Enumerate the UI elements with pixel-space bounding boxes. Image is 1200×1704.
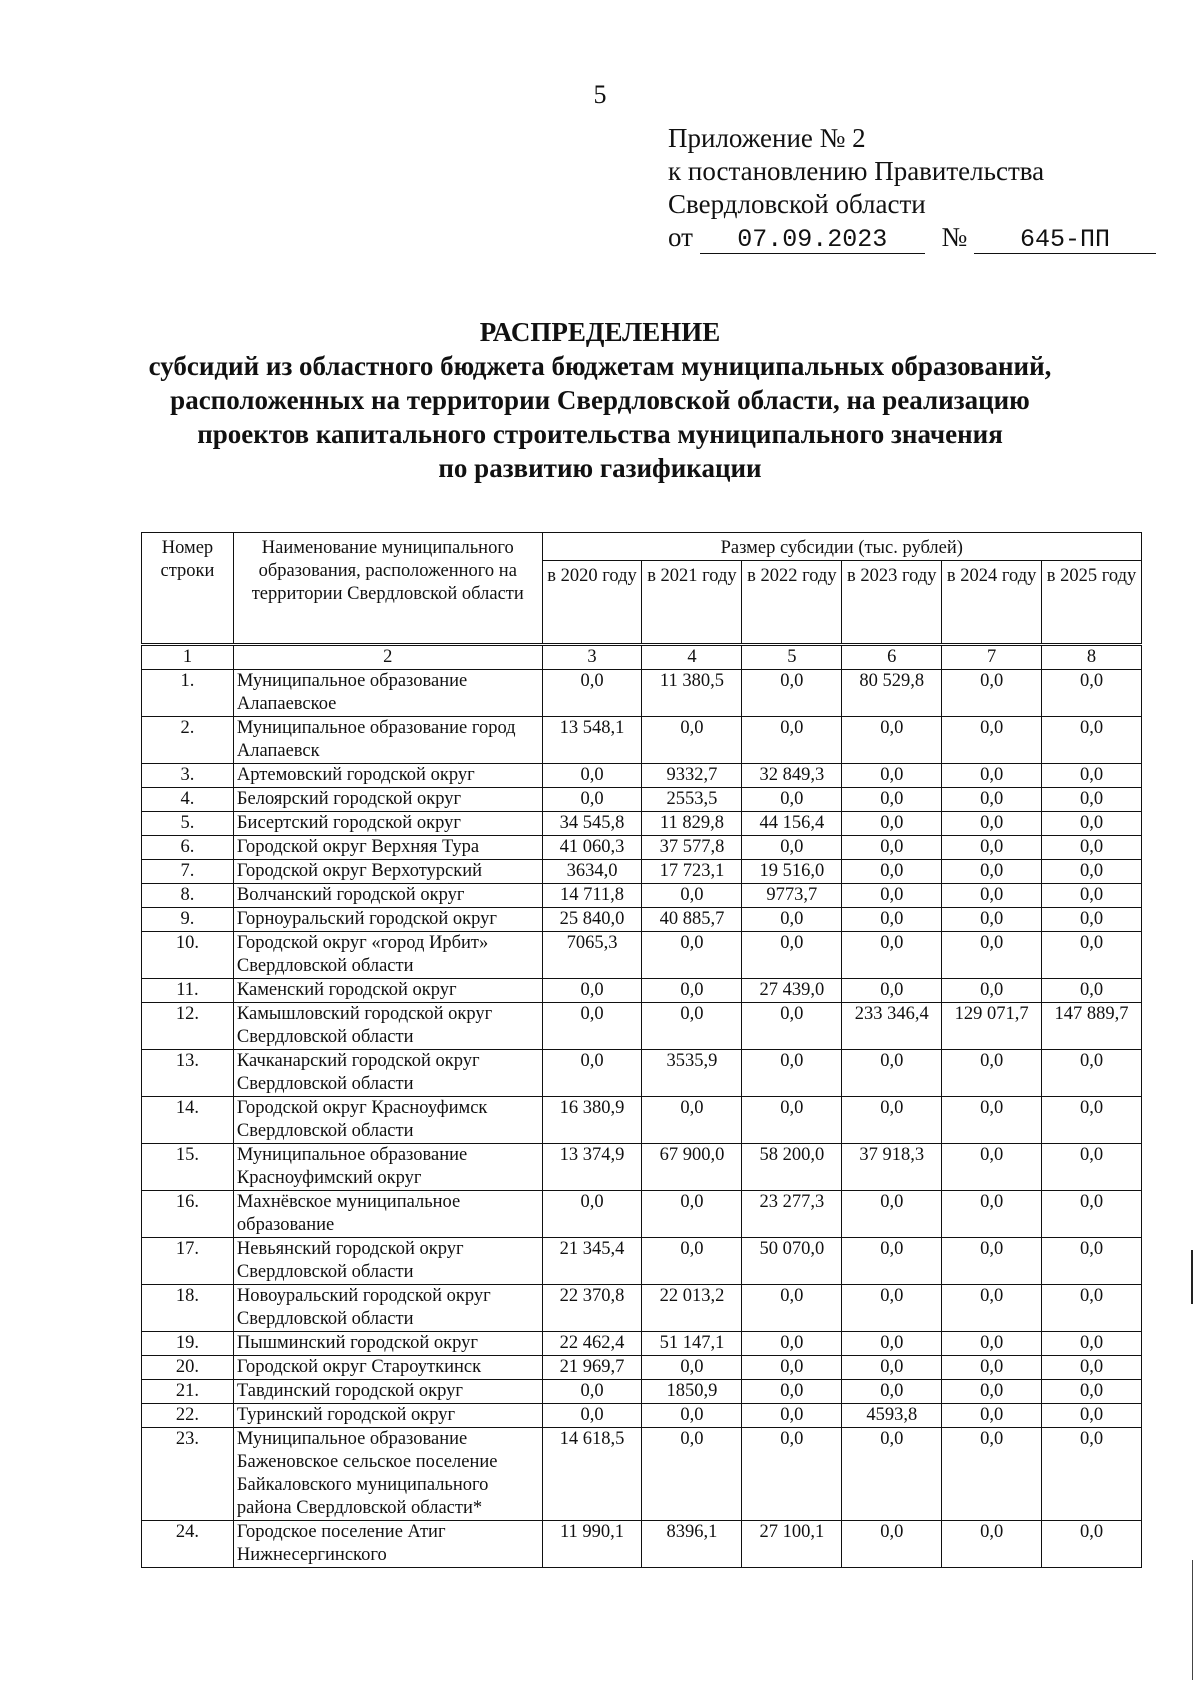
subsidy-value: 0,0 xyxy=(1042,860,1142,884)
subsidy-value: 0,0 xyxy=(942,1050,1042,1097)
subsidy-value: 0,0 xyxy=(842,1097,942,1144)
subsidy-value: 0,0 xyxy=(642,1097,742,1144)
subsidy-value: 44 156,4 xyxy=(742,812,842,836)
subsidy-value: 0,0 xyxy=(1042,764,1142,788)
subsidy-value: 67 900,0 xyxy=(642,1144,742,1191)
row-number: 22. xyxy=(142,1404,234,1428)
subsidy-value: 0,0 xyxy=(1042,717,1142,764)
column-number: 5 xyxy=(742,645,842,670)
scan-edge-mark xyxy=(1192,1560,1194,1680)
subsidy-value: 0,0 xyxy=(942,884,1042,908)
subsidy-value: 0,0 xyxy=(842,1380,942,1404)
subsidy-value: 0,0 xyxy=(842,884,942,908)
table-row xyxy=(142,788,1142,812)
subsidy-value: 0,0 xyxy=(842,979,942,1003)
subsidy-value: 0,0 xyxy=(842,764,942,788)
subsidy-value: 0,0 xyxy=(1042,979,1142,1003)
subsidy-value: 21 345,4 xyxy=(542,1238,642,1285)
subsidy-value: 0,0 xyxy=(742,908,842,932)
header-year-2021: в 2021 году xyxy=(642,561,742,645)
subsidy-value: 0,0 xyxy=(942,1521,1042,1568)
municipality-name: Пышминский городской округ xyxy=(233,1332,542,1356)
municipality-name: Артемовский городской округ xyxy=(233,764,542,788)
subsidy-value: 8396,1 xyxy=(642,1521,742,1568)
title-line-1: субсидий из областного бюджета бюджетам муниципальных образований, xyxy=(148,351,1052,381)
subsidy-value: 0,0 xyxy=(1042,932,1142,979)
row-number: 23. xyxy=(142,1428,234,1521)
subsidy-value: 0,0 xyxy=(1042,1144,1142,1191)
subsidy-value: 0,0 xyxy=(842,1521,942,1568)
row-number: 14. xyxy=(142,1097,234,1144)
subsidy-value: 0,0 xyxy=(542,979,642,1003)
subsidy-value: 0,0 xyxy=(542,670,642,717)
subsidy-value: 0,0 xyxy=(742,788,842,812)
subsidy-value: 11 380,5 xyxy=(642,670,742,717)
municipality-name: Городской округ Староуткинск xyxy=(233,1356,542,1380)
row-number: 24. xyxy=(142,1521,234,1568)
table-row xyxy=(142,1285,1142,1332)
column-number: 8 xyxy=(1042,645,1142,670)
row-number: 5. xyxy=(142,812,234,836)
table-row xyxy=(142,1144,1142,1191)
subsidy-value: 0,0 xyxy=(942,979,1042,1003)
page-number: 5 xyxy=(593,80,607,109)
subsidy-value: 233 346,4 xyxy=(842,1003,942,1050)
subsidy-value: 80 529,8 xyxy=(842,670,942,717)
subsidy-value: 0,0 xyxy=(942,1144,1042,1191)
municipality-name: Каменский городской округ xyxy=(233,979,542,1003)
table-row xyxy=(142,908,1142,932)
column-number-row xyxy=(142,645,1142,670)
subsidy-value: 0,0 xyxy=(1042,1285,1142,1332)
subsidy-value: 11 990,1 xyxy=(542,1521,642,1568)
subsidy-value: 0,0 xyxy=(1042,1097,1142,1144)
municipality-name: Качканарский городской округ Свердловской области xyxy=(233,1050,542,1097)
subsidy-value: 0,0 xyxy=(1042,1332,1142,1356)
subsidy-value: 0,0 xyxy=(942,836,1042,860)
subsidy-value: 0,0 xyxy=(842,908,942,932)
subsidy-value: 0,0 xyxy=(1042,1380,1142,1404)
municipality-name: Новоуральский городской округ Свердловской области xyxy=(233,1285,542,1332)
subsidy-value: 21 969,7 xyxy=(542,1356,642,1380)
document-title xyxy=(60,315,1140,485)
subsidy-value: 0,0 xyxy=(742,717,842,764)
table-row xyxy=(142,1050,1142,1097)
header-municipality-name: Наименование муниципального образования, расположенного на территории Свердловской области xyxy=(233,533,542,645)
row-number: 10. xyxy=(142,932,234,979)
municipality-name: Городское поселение Атиг Нижнесергинского xyxy=(233,1521,542,1568)
subsidy-value: 0,0 xyxy=(942,717,1042,764)
title-line-4: по развитию газификации xyxy=(438,453,762,483)
subsidy-value: 0,0 xyxy=(542,1380,642,1404)
subsidy-value: 40 885,7 xyxy=(642,908,742,932)
table-row xyxy=(142,1332,1142,1356)
subsidy-table xyxy=(141,532,1142,1568)
subsidy-value: 27 100,1 xyxy=(742,1521,842,1568)
appendix-resolution: к постановлению Правительства xyxy=(668,156,1045,186)
table-row xyxy=(142,1191,1142,1238)
subsidy-value: 0,0 xyxy=(842,1050,942,1097)
municipality-name: Волчанский городской округ xyxy=(233,884,542,908)
subsidy-value: 0,0 xyxy=(1042,1191,1142,1238)
subsidy-value: 3535,9 xyxy=(642,1050,742,1097)
subsidy-value: 0,0 xyxy=(942,788,1042,812)
subsidy-value: 14 618,5 xyxy=(542,1428,642,1521)
subsidy-value: 0,0 xyxy=(642,1003,742,1050)
row-number: 1. xyxy=(142,670,234,717)
subsidy-value: 0,0 xyxy=(742,836,842,860)
municipality-name: Бисертский городской округ xyxy=(233,812,542,836)
row-number: 6. xyxy=(142,836,234,860)
subsidy-value: 0,0 xyxy=(1042,1521,1142,1568)
municipality-name: Горноуральский городской округ xyxy=(233,908,542,932)
subsidy-value: 3634,0 xyxy=(542,860,642,884)
subsidy-value: 0,0 xyxy=(1042,884,1142,908)
subsidy-value: 0,0 xyxy=(942,1404,1042,1428)
subsidy-value: 0,0 xyxy=(542,1003,642,1050)
subsidy-value: 0,0 xyxy=(742,1380,842,1404)
row-number: 9. xyxy=(142,908,234,932)
table-row xyxy=(142,1521,1142,1568)
table-row xyxy=(142,670,1142,717)
subsidy-value: 19 516,0 xyxy=(742,860,842,884)
subsidy-value: 22 013,2 xyxy=(642,1285,742,1332)
title-heading: РАСПРЕДЕЛЕНИЕ xyxy=(479,317,721,347)
table-row xyxy=(142,812,1142,836)
title-line-3: проектов капитального строительства муниципального значения xyxy=(197,419,1003,449)
subsidy-value: 0,0 xyxy=(842,1285,942,1332)
subsidy-value: 0,0 xyxy=(842,1238,942,1285)
table-row xyxy=(142,1428,1142,1521)
subsidy-value: 0,0 xyxy=(642,1356,742,1380)
row-number: 8. xyxy=(142,884,234,908)
subsidy-value: 0,0 xyxy=(842,1191,942,1238)
subsidy-value: 50 070,0 xyxy=(742,1238,842,1285)
municipality-name: Городской округ Верхняя Тура xyxy=(233,836,542,860)
header-year-2023: в 2023 году xyxy=(842,561,942,645)
subsidy-value: 13 374,9 xyxy=(542,1144,642,1191)
subsidy-value: 0,0 xyxy=(942,1097,1042,1144)
subsidy-value: 41 060,3 xyxy=(542,836,642,860)
row-number: 20. xyxy=(142,1356,234,1380)
table-row xyxy=(142,764,1142,788)
subsidy-value: 0,0 xyxy=(642,979,742,1003)
subsidy-value: 0,0 xyxy=(942,860,1042,884)
subsidy-value: 1850,9 xyxy=(642,1380,742,1404)
subsidy-value: 0,0 xyxy=(942,1356,1042,1380)
subsidy-value: 0,0 xyxy=(542,1404,642,1428)
municipality-name: Муниципальное образование Алапаевское xyxy=(233,670,542,717)
subsidy-value: 0,0 xyxy=(642,1238,742,1285)
subsidy-value: 0,0 xyxy=(742,670,842,717)
subsidy-value: 32 849,3 xyxy=(742,764,842,788)
subsidy-value: 16 380,9 xyxy=(542,1097,642,1144)
appendix-dateline xyxy=(668,221,1138,254)
municipality-name: Тавдинский городской округ xyxy=(233,1380,542,1404)
subsidy-value: 0,0 xyxy=(742,1050,842,1097)
subsidy-value: 13 548,1 xyxy=(542,717,642,764)
subsidy-value: 147 889,7 xyxy=(1042,1003,1142,1050)
subsidy-value: 0,0 xyxy=(942,1238,1042,1285)
subsidy-value: 0,0 xyxy=(1042,670,1142,717)
subsidy-value: 27 439,0 xyxy=(742,979,842,1003)
subsidy-value: 9332,7 xyxy=(642,764,742,788)
subsidy-value: 0,0 xyxy=(542,764,642,788)
subsidy-value: 37 918,3 xyxy=(842,1144,942,1191)
municipality-name: Невьянский городской округ Свердловской области xyxy=(233,1238,542,1285)
subsidy-value: 0,0 xyxy=(842,860,942,884)
column-number: 3 xyxy=(542,645,642,670)
subsidy-value: 0,0 xyxy=(1042,812,1142,836)
header-year-2024: в 2024 году xyxy=(942,561,1042,645)
subsidy-value: 0,0 xyxy=(942,812,1042,836)
subsidy-value: 0,0 xyxy=(842,717,942,764)
subsidy-value: 0,0 xyxy=(1042,1404,1142,1428)
subsidy-value: 0,0 xyxy=(842,812,942,836)
subsidy-value: 34 545,8 xyxy=(542,812,642,836)
municipality-name: Махнёвское муниципальное образование xyxy=(233,1191,542,1238)
subsidy-value: 0,0 xyxy=(942,908,1042,932)
table-row xyxy=(142,1356,1142,1380)
scan-edge-mark xyxy=(1191,1250,1195,1304)
appendix-title: Приложение № 2 xyxy=(668,123,866,153)
table-row xyxy=(142,1380,1142,1404)
subsidy-value: 0,0 xyxy=(742,1332,842,1356)
subsidy-value: 0,0 xyxy=(742,932,842,979)
row-number: 16. xyxy=(142,1191,234,1238)
row-number: 2. xyxy=(142,717,234,764)
subsidy-value: 0,0 xyxy=(742,1003,842,1050)
subsidy-value: 7065,3 xyxy=(542,932,642,979)
subsidy-value: 22 370,8 xyxy=(542,1285,642,1332)
subsidy-value: 0,0 xyxy=(942,764,1042,788)
municipality-name: Городской округ Красноуфимск Свердловской области xyxy=(233,1097,542,1144)
subsidy-value: 0,0 xyxy=(542,1191,642,1238)
row-number: 11. xyxy=(142,979,234,1003)
row-number: 18. xyxy=(142,1285,234,1332)
subsidy-value: 0,0 xyxy=(942,1380,1042,1404)
subsidy-value: 4593,8 xyxy=(842,1404,942,1428)
municipality-name: Камышловский городской округ Свердловской области xyxy=(233,1003,542,1050)
subsidy-value: 22 462,4 xyxy=(542,1332,642,1356)
subsidy-value: 0,0 xyxy=(942,670,1042,717)
subsidy-value: 129 071,7 xyxy=(942,1003,1042,1050)
subsidy-value: 0,0 xyxy=(742,1285,842,1332)
subsidy-value: 0,0 xyxy=(542,788,642,812)
number-label: № xyxy=(941,222,968,252)
table-row xyxy=(142,717,1142,764)
table-row xyxy=(142,979,1142,1003)
table-row xyxy=(142,1404,1142,1428)
subsidy-value: 0,0 xyxy=(842,932,942,979)
municipality-name: Городской округ Верхотурский xyxy=(233,860,542,884)
municipality-name: Туринский городской округ xyxy=(233,1404,542,1428)
table-row xyxy=(142,932,1142,979)
subsidy-value: 0,0 xyxy=(1042,908,1142,932)
subsidy-value: 0,0 xyxy=(642,932,742,979)
subsidy-value: 0,0 xyxy=(1042,1428,1142,1521)
subsidy-value: 0,0 xyxy=(742,1097,842,1144)
table-row xyxy=(142,1003,1142,1050)
table-row xyxy=(142,836,1142,860)
subsidy-value: 9773,7 xyxy=(742,884,842,908)
subsidy-value: 0,0 xyxy=(842,788,942,812)
column-number: 1 xyxy=(142,645,234,670)
appendix-region: Свердловской области xyxy=(668,189,926,219)
subsidy-value: 0,0 xyxy=(942,1285,1042,1332)
subsidy-value: 2553,5 xyxy=(642,788,742,812)
subsidy-value: 0,0 xyxy=(842,1428,942,1521)
resolution-date: 07.09.2023 xyxy=(700,227,925,254)
header-year-2025: в 2025 году xyxy=(1042,561,1142,645)
subsidy-value: 17 723,1 xyxy=(642,860,742,884)
subsidy-value: 0,0 xyxy=(642,1404,742,1428)
row-number: 7. xyxy=(142,860,234,884)
subsidy-value: 14 711,8 xyxy=(542,884,642,908)
subsidy-value: 0,0 xyxy=(1042,836,1142,860)
row-number: 19. xyxy=(142,1332,234,1356)
column-number: 7 xyxy=(942,645,1042,670)
row-number: 13. xyxy=(142,1050,234,1097)
row-number: 12. xyxy=(142,1003,234,1050)
municipality-name: Городской округ «город Ирбит» Свердловской области xyxy=(233,932,542,979)
subsidy-value: 0,0 xyxy=(942,932,1042,979)
municipality-name: Белоярский городской округ xyxy=(233,788,542,812)
municipality-name: Муниципальное образование Баженовское сельское поселение Байкаловского муниципального района Свердловской области* xyxy=(233,1428,542,1521)
from-label: от xyxy=(668,222,693,252)
subsidy-value: 11 829,8 xyxy=(642,812,742,836)
subsidy-value: 0,0 xyxy=(542,1050,642,1097)
table-row xyxy=(142,860,1142,884)
subsidy-value: 0,0 xyxy=(842,836,942,860)
subsidy-value: 0,0 xyxy=(942,1191,1042,1238)
column-number: 2 xyxy=(233,645,542,670)
row-number: 17. xyxy=(142,1238,234,1285)
subsidy-value: 51 147,1 xyxy=(642,1332,742,1356)
table-row xyxy=(142,884,1142,908)
subsidy-value: 0,0 xyxy=(1042,1050,1142,1097)
header-year-2020: в 2020 году xyxy=(542,561,642,645)
subsidy-value: 0,0 xyxy=(1042,1356,1142,1380)
subsidy-value: 0,0 xyxy=(742,1428,842,1521)
table-row xyxy=(142,1097,1142,1144)
subsidy-value: 37 577,8 xyxy=(642,836,742,860)
subsidy-value: 0,0 xyxy=(642,1191,742,1238)
subsidy-value: 23 277,3 xyxy=(742,1191,842,1238)
municipality-name: Муниципальное образование Красноуфимский округ xyxy=(233,1144,542,1191)
appendix-block xyxy=(668,122,1138,254)
subsidy-value: 0,0 xyxy=(1042,788,1142,812)
column-number: 4 xyxy=(642,645,742,670)
header-row-number: Номер строки xyxy=(142,533,234,645)
header-subsidy-amount: Размер субсидии (тыс. рублей) xyxy=(542,533,1141,561)
subsidy-value: 0,0 xyxy=(842,1356,942,1380)
subsidy-value: 58 200,0 xyxy=(742,1144,842,1191)
header-year-2022: в 2022 году xyxy=(742,561,842,645)
row-number: 21. xyxy=(142,1380,234,1404)
subsidy-value: 25 840,0 xyxy=(542,908,642,932)
subsidy-value: 0,0 xyxy=(942,1428,1042,1521)
subsidy-value: 0,0 xyxy=(642,884,742,908)
subsidy-value: 0,0 xyxy=(942,1332,1042,1356)
subsidy-value: 0,0 xyxy=(742,1356,842,1380)
subsidy-value: 0,0 xyxy=(642,1428,742,1521)
municipality-name: Муниципальное образование город Алапаевск xyxy=(233,717,542,764)
row-number: 3. xyxy=(142,764,234,788)
column-number: 6 xyxy=(842,645,942,670)
resolution-number: 645-ПП xyxy=(974,227,1156,254)
row-number: 4. xyxy=(142,788,234,812)
table-row xyxy=(142,1238,1142,1285)
subsidy-value: 0,0 xyxy=(842,1332,942,1356)
title-line-2: расположенных на территории Свердловской области, на реализацию xyxy=(170,385,1030,415)
subsidy-value: 0,0 xyxy=(642,717,742,764)
row-number: 15. xyxy=(142,1144,234,1191)
subsidy-value: 0,0 xyxy=(742,1404,842,1428)
subsidy-value: 0,0 xyxy=(1042,1238,1142,1285)
